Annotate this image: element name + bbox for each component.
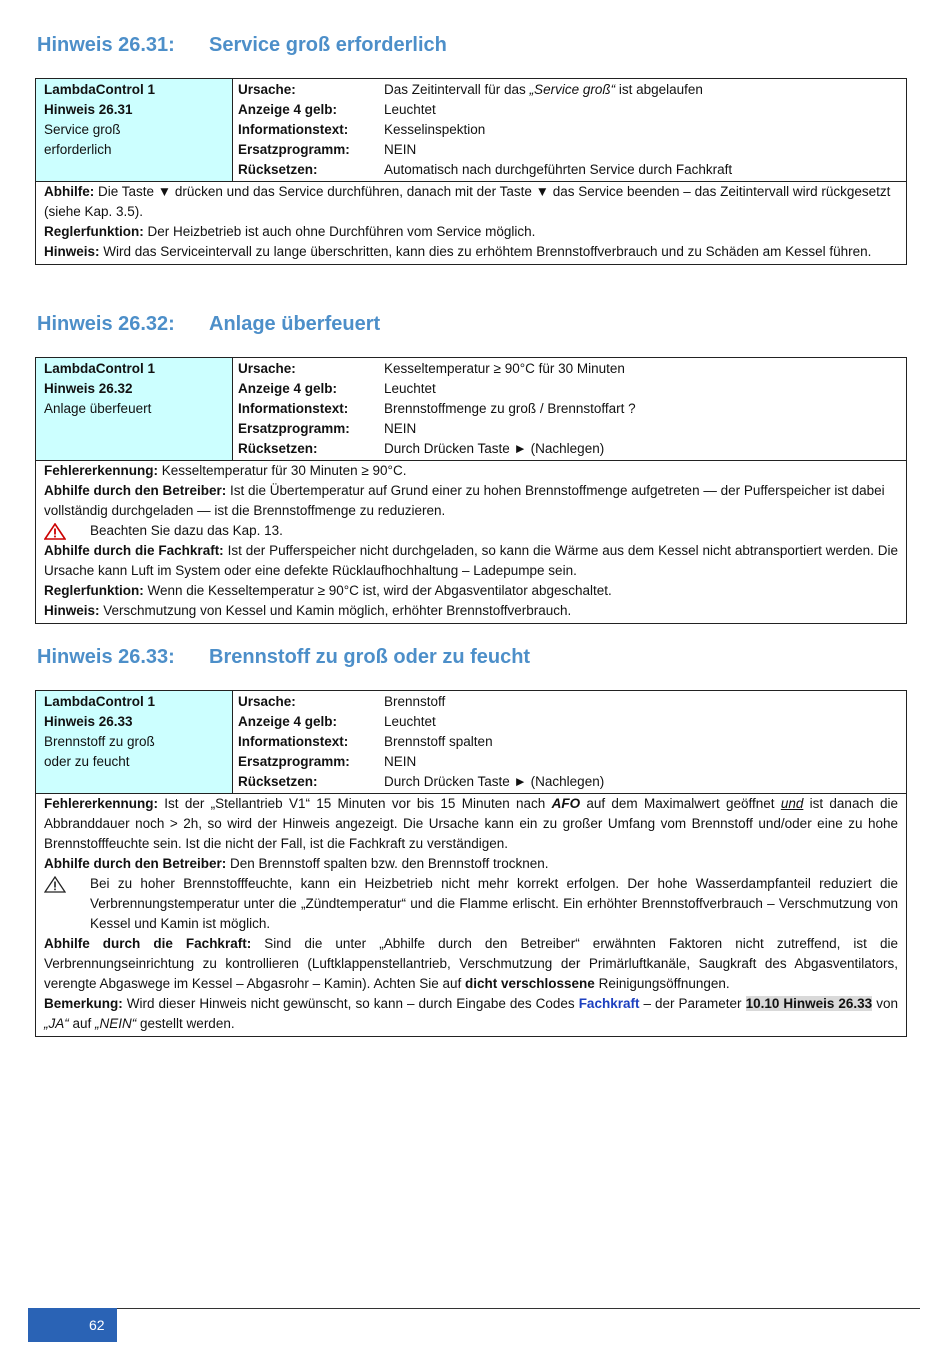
notice-name: Anlage überfeuert <box>44 401 152 416</box>
label-anzeige: Anzeige 4 gelb: <box>238 102 338 117</box>
value-ersatz: NEIN <box>384 142 417 157</box>
fehlererkennung-paragraph: Fehlererkennung: Ist der „Stellantrieb V1“ 15 Minuten vor bis 15 Minuten nach AFO auf dem Maximalwert geöffnet und ist danach die Abbranddauer noch > 2h, so wird der Hinweis angezeigt. Die Ursache kann ein zu großer Umfang vom Brennstoff und/oder eine zu hohe Brennstofffeuchte sein. Ist die nicht der Fall, ist die Fachkraft zu verständigen. <box>44 796 899 851</box>
value-anzeige: Leuchtet <box>384 714 436 729</box>
device-name: LambdaControl 1 <box>44 82 156 97</box>
label-ersatz: Ersatzprogramm: <box>238 142 350 157</box>
value-reset: Durch Drücken Taste ► (Nachlegen) <box>384 441 605 456</box>
label-reset: Rücksetzen: <box>238 162 318 177</box>
value-reset: Automatisch nach durchgeführten Service durch Fachkraft <box>384 162 733 177</box>
page-number: 62 <box>28 1308 117 1342</box>
heading-number: Hinweis 26.31: <box>37 34 175 56</box>
label-reset: Rücksetzen: <box>238 441 318 456</box>
attributes-cell <box>233 358 906 460</box>
section-heading-26-32 <box>37 313 380 336</box>
value-ursache: Das Zeitintervall für das „Service groß“ ist abgelaufen <box>384 82 703 97</box>
bemerkung-paragraph: Bemerkung: Wird dieser Hinweis nicht gewünscht, so kann – durch Eingabe des Codes Fachkraft – der Parameter 10.10 Hinweis 26.33 von „JA“ auf „NEIN“ gestellt werden. <box>44 996 898 1031</box>
abhilfe-paragraph: Abhilfe: Die Taste ▼ drücken und das Service durchführen, danach mit der Taste ▼ das Service beenden – das Zeitintervall wird rückgesetzt (siehe Kap. 3.5). <box>44 184 891 219</box>
value-anzeige: Leuchtet <box>384 102 436 117</box>
notice-table-26-33 <box>35 690 907 1037</box>
abhilfe-fachkraft-paragraph: Abhilfe durch die Fachkraft: Ist der Pufferspeicher nicht durchgeladen, so kann die Wärme aus dem Kessel nicht abtransportiert werden. Die Ursache kann Luft im System oder eine defekte Rücklaufhochhaltung – Ladepumpe sein. <box>44 543 898 578</box>
notice-id: Hinweis 26.33 <box>44 714 133 729</box>
notice-name-line1: Brennstoff zu groß <box>44 734 155 749</box>
reglerfunktion-paragraph: Reglerfunktion: Der Heizbetrieb ist auch ohne Durchführen vom Service möglich. <box>44 224 536 239</box>
footer-rule <box>117 1308 920 1309</box>
value-ersatz: NEIN <box>384 754 417 769</box>
device-name: LambdaControl 1 <box>44 361 156 376</box>
abhilfe-betreiber-paragraph: Abhilfe durch den Betreiber: Ist die Übertemperatur auf Grund einer zu hohen Brennstoffmenge aufgetreten — der Pufferspeicher ist dabei vollständig durchgeladen — ist die Brennstoffmenge zu reduzieren. <box>44 483 885 518</box>
notice-table-26-31 <box>35 78 907 265</box>
notice-name-line1: Service groß <box>44 122 121 137</box>
value-ersatz: NEIN <box>384 421 417 436</box>
label-info: Informationstext: <box>238 122 349 137</box>
warning-text: Beachten Sie dazu das Kap. 13. <box>90 523 283 538</box>
value-info: Kesselinspektion <box>384 122 486 137</box>
attributes-cell <box>233 79 906 181</box>
notice-name-line2: oder zu feucht <box>44 754 130 769</box>
warning-note <box>44 521 898 541</box>
device-cell <box>36 358 233 460</box>
abhilfe-betreiber-paragraph: Abhilfe durch den Betreiber: Den Brennstoff spalten bzw. den Brennstoff trocknen. <box>44 856 549 871</box>
value-reset: Durch Drücken Taste ► (Nachlegen) <box>384 774 605 789</box>
value-anzeige: Leuchtet <box>384 381 436 396</box>
device-cell <box>36 691 233 793</box>
warning-triangle-icon <box>44 874 90 934</box>
heading-title: Anlage überfeuert <box>209 313 381 335</box>
notice-table-26-32 <box>35 357 907 624</box>
label-ursache: Ursache: <box>238 361 296 376</box>
device-cell <box>36 79 233 181</box>
heading-title: Service groß erforderlich <box>209 34 447 56</box>
label-reset: Rücksetzen: <box>238 774 318 789</box>
heading-title: Brennstoff zu groß oder zu feucht <box>209 646 531 668</box>
label-ersatz: Ersatzprogramm: <box>238 421 350 436</box>
warning-text: Bei zu hoher Brennstofffeuchte, kann ein Heizbetrieb nicht mehr korrekt erfolgen. Der hohe Wasserdampfanteil reduziert die Verbrennungstemperatur unter die „Zündtemperatur“ und die Flamme erlischt. Ein erhöhter Brennstoffverbrauch – Verschmutzung von Kessel und Kamin ist möglich. <box>90 876 898 931</box>
value-info: Brennstoffmenge zu groß / Brennstoffart ? <box>384 401 636 416</box>
fehlererkennung-paragraph: Fehlererkennung: Kesseltemperatur für 30 Minuten ≥ 90°C. <box>44 463 407 478</box>
warning-triangle-icon <box>44 521 90 541</box>
notice-id: Hinweis 26.32 <box>44 381 133 396</box>
label-ersatz: Ersatzprogramm: <box>238 754 350 769</box>
label-ursache: Ursache: <box>238 82 296 97</box>
value-ursache: Kesseltemperatur ≥ 90°C für 30 Minuten <box>384 361 625 376</box>
label-info: Informationstext: <box>238 401 349 416</box>
warning-note <box>44 874 898 934</box>
heading-number: Hinweis 26.32: <box>37 313 175 335</box>
hinweis-paragraph: Hinweis: Wird das Serviceintervall zu lange überschritten, kann dies zu erhöhtem Brennstoffverbrauch und zu Schäden am Kessel führen. <box>44 244 872 259</box>
abhilfe-fachkraft-paragraph: Abhilfe durch die Fachkraft: Sind die unter „Abhilfe durch den Betreiber“ erwähnten Faktoren nicht zutreffend, ist die Verbrennungseinrichtung zu kontrollieren (Luftklappenstellantrieb, Verschmutzung der Primärluftkanäle, Saugkraft des Abgasventilators, verengte Abgaswege im Kessel – Abgasrohr – Kamin). Achten Sie auf dicht verschlossene Reinigungsöffnungen. <box>44 936 898 991</box>
hinweis-paragraph: Hinweis: Verschmutzung von Kessel und Kamin möglich, erhöhter Brennstoffverbrauch. <box>44 603 572 618</box>
code-fachkraft: Fachkraft <box>578 996 640 1011</box>
value-info: Brennstoff spalten <box>384 734 493 749</box>
notice-id: Hinweis 26.31 <box>44 102 133 117</box>
label-anzeige: Anzeige 4 gelb: <box>238 381 338 396</box>
label-ursache: Ursache: <box>238 694 296 709</box>
device-name: LambdaControl 1 <box>44 694 156 709</box>
reglerfunktion-paragraph: Reglerfunktion: Wenn die Kesseltemperatur ≥ 90°C ist, wird der Abgasventilator abgeschaltet. <box>44 583 612 598</box>
section-heading-26-33 <box>37 646 530 669</box>
label-info: Informationstext: <box>238 734 349 749</box>
label-anzeige: Anzeige 4 gelb: <box>238 714 338 729</box>
notice-name-line2: erforderlich <box>44 142 112 157</box>
heading-number: Hinweis 26.33: <box>37 646 175 668</box>
parameter-ref: 10.10 Hinweis 26.33 <box>745 996 873 1011</box>
section-heading-26-31 <box>37 34 447 57</box>
attributes-cell <box>233 691 906 793</box>
value-ursache: Brennstoff <box>384 694 446 709</box>
